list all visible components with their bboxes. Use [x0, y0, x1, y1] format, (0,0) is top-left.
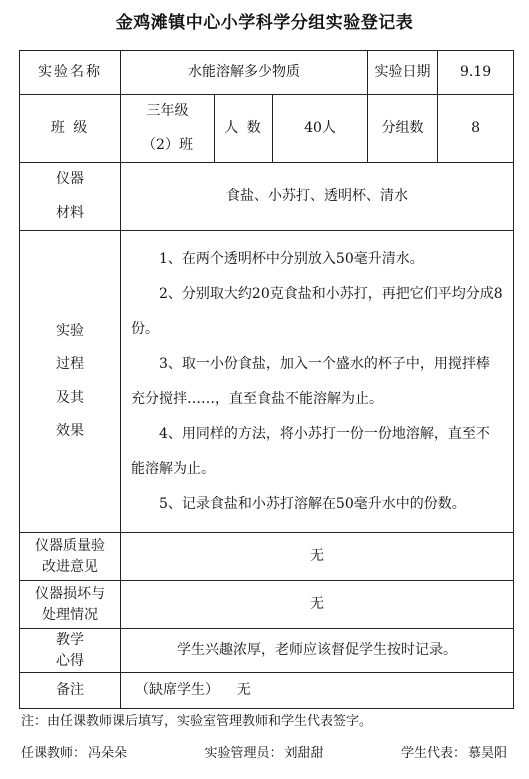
process-label-line: 效果 — [56, 423, 84, 440]
materials-label-line1: 仪器 — [56, 171, 84, 188]
experiment-date-label: 实验日期 — [368, 51, 438, 95]
remarks-row — [20, 673, 514, 709]
student-label: 学生代表： — [400, 746, 466, 761]
remarks-value: （缺席学生） 无 — [121, 673, 514, 709]
admin-signature — [204, 742, 323, 761]
form-title: 金鸡滩镇中心小学科学分组实验登记表 — [115, 13, 414, 33]
quality-label-line2: 改进意见 — [42, 558, 98, 575]
class-row — [20, 95, 514, 163]
materials-label-line2: 材料 — [56, 204, 84, 221]
quality-row — [20, 533, 514, 581]
groups-label: 分组数 — [368, 95, 438, 163]
process-label-line: 实验 — [56, 322, 84, 339]
teacher-label: 任课教师： — [21, 746, 87, 761]
admin-name: 刘甜甜 — [284, 746, 324, 761]
class-grade: 三年级 — [146, 103, 189, 119]
class-number: （2）班 — [142, 136, 193, 153]
process-label — [20, 231, 121, 533]
groups-value: 8 — [438, 95, 514, 163]
experiment-date-value: 9.19 — [438, 51, 514, 95]
process-step-1: 1、在两个透明杯中分别放入50毫升清水。 — [159, 250, 424, 267]
class-label: 班 级 — [20, 95, 121, 163]
damage-row — [20, 581, 514, 629]
student-signature — [401, 742, 507, 761]
footer-note: 注：由任课教师课后填写，实验室管理教师和学生代表签字。 — [21, 714, 373, 729]
process-step-3: 3、取一小份食盐，加入一个盛水的杯子中，用搅拌棒充分搅拌……，直至食盐不能溶解为止。 — [131, 355, 490, 407]
process-label-line: 及其 — [56, 389, 84, 406]
people-value: 40人 — [273, 95, 368, 163]
process-row — [20, 231, 514, 533]
teacher-signature — [21, 742, 127, 761]
registration-table — [19, 50, 514, 709]
damage-label — [20, 581, 121, 629]
damage-value: 无 — [121, 581, 514, 629]
teaching-value: 学生兴趣浓厚，老师应该督促学生按时记录。 — [121, 629, 514, 673]
experiment-row — [20, 51, 514, 95]
quality-label-line1: 仪器质量验 — [35, 537, 105, 554]
admin-label: 实验管理员： — [204, 746, 283, 761]
class-value — [121, 95, 215, 163]
teaching-label — [20, 629, 121, 673]
quality-value: 无 — [121, 533, 514, 581]
teaching-label-line1: 教学 — [56, 631, 84, 648]
teaching-label-line2: 心得 — [56, 652, 84, 669]
damage-label-line2: 处理情况 — [42, 606, 98, 623]
experiment-name-label: 实验名称 — [20, 51, 121, 95]
materials-label — [20, 163, 121, 231]
teaching-row — [20, 629, 514, 673]
remarks-label: 备注 — [20, 673, 121, 709]
quality-label — [20, 533, 121, 581]
materials-row — [20, 163, 514, 231]
process-label-line: 过程 — [56, 356, 84, 373]
materials-value: 食盐、小苏打、透明杯、清水 — [121, 163, 514, 231]
people-label: 人 数 — [215, 95, 273, 163]
damage-label-line1: 仪器损坏与 — [35, 585, 105, 602]
process-step-2: 2、分别取大约20克食盐和小苏打，再把它们平均分成8份。 — [131, 285, 503, 337]
teacher-name: 冯朵朵 — [88, 746, 128, 761]
process-step-4: 4、用同样的方法，将小苏打一份一份地溶解，直至不能溶解为止。 — [131, 425, 490, 477]
process-step-5: 5、记录食盐和小苏打溶解在50毫升水中的份数。 — [159, 495, 466, 512]
student-name: 慕昊阳 — [467, 746, 507, 761]
experiment-name-value: 水能溶解多少物质 — [121, 51, 368, 95]
process-steps — [121, 231, 514, 533]
signature-line — [21, 742, 507, 761]
